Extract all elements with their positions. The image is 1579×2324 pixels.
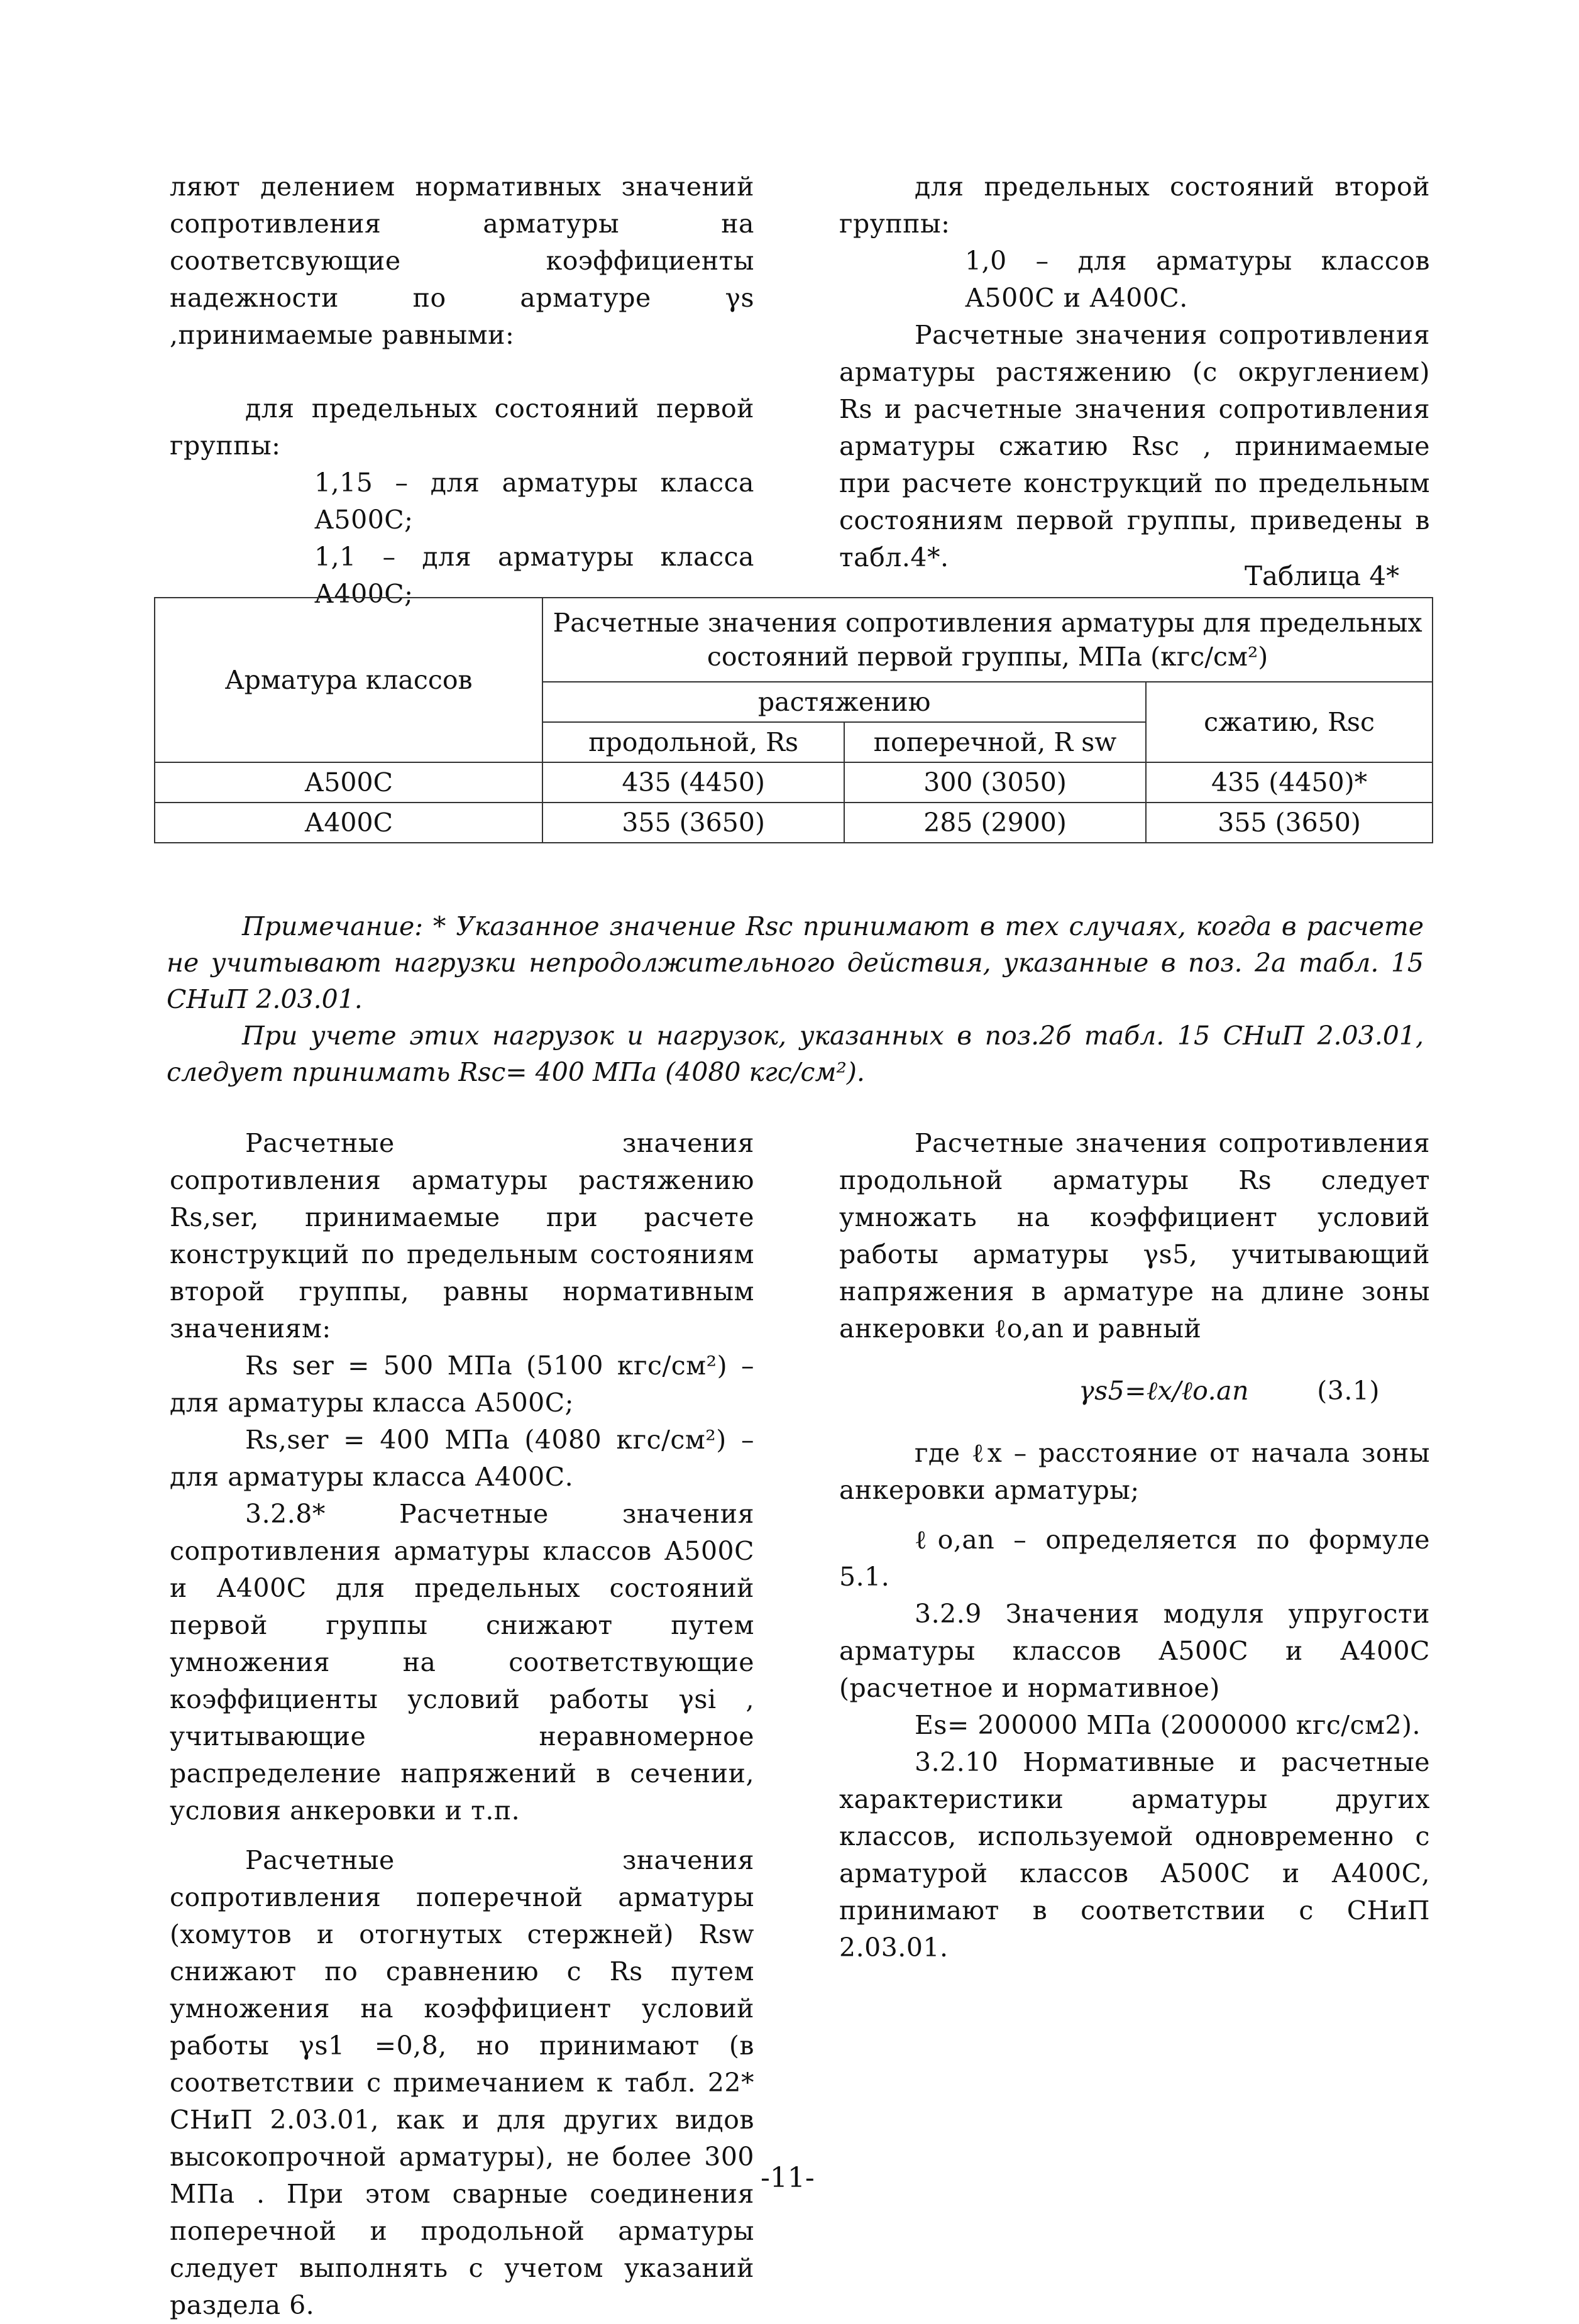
paragraph: 3.2.8* Расчетные значения сопротивления арматуры классов А500С и А400С для предельных состояний первой группы снижают путем умножения на соответствующие коэффициенты условий работы γsi , учитывающие неравномерное распределение напряжений в сечении, условия анкеровки и т.п. bbox=[170, 1499, 754, 1826]
resistance-table bbox=[154, 597, 1433, 843]
bottom-left-column bbox=[170, 1125, 754, 2324]
bottom-right-column bbox=[839, 1125, 1430, 1966]
header-compression: сжатию, Rsc bbox=[1146, 682, 1433, 762]
cell-transverse: 300 (3050) bbox=[844, 762, 1146, 803]
paragraph: Es= 200000 МПа (2000000 кгс/см2). bbox=[915, 1710, 1421, 1740]
cell-compression: 435 (4450)* bbox=[1146, 762, 1433, 803]
top-left-column bbox=[170, 168, 754, 613]
header-longitudinal: продольной, Rs bbox=[542, 722, 844, 762]
header-tension: растяжению bbox=[542, 682, 1146, 722]
cell-compression: 355 (3650) bbox=[1146, 803, 1433, 843]
paragraph: 3.2.9 Значения модуля упругости арматуры классов А500С и А400С (расчетное и нормативное) bbox=[839, 1599, 1430, 1703]
table-row bbox=[155, 762, 1433, 803]
paragraph: Расчетные значения сопротивления продольной арматуры Rs следует умножать на коэффициент условий работы арматуры γs5, учитывающий напряжения в арматуре на длине зоны анкеровки ℓo,an и равный bbox=[839, 1128, 1430, 1344]
paragraph: 3.2.10 Нормативные и расчетные характеристики арматуры других классов, используемой одновременно с арматурой классов А500С и А400С, принимают в соответствии с СНиП 2.03.01. bbox=[839, 1747, 1430, 1963]
cell-longitudinal: 435 (4450) bbox=[542, 762, 844, 803]
paragraph: 1,1 – для арматуры класса А400С; bbox=[314, 542, 754, 609]
paragraph: Расчетные значения сопротивления арматуры растяжению (с округлением) Rs и расчетные значения сопротивления арматуры сжатию Rsc , принимаемые при расчете конструкций по предельным состояниям первой группы, приведены в табл.4*. bbox=[839, 320, 1430, 573]
header-transverse: поперечной, R sw bbox=[844, 722, 1146, 762]
cell-class: А500С bbox=[155, 762, 542, 803]
header-group: Расчетные значения сопротивления арматуры для предельных состояний первой группы, МПа (кгс/см²) bbox=[542, 598, 1433, 682]
page-number: -11- bbox=[761, 2162, 815, 2194]
note-paragraph: Примечание: * Указанное значение Rsc принимают в тех случаях, когда в расчете не учитывают нагрузки непродолжительного действия, указанные в поз. 2а табл. 15 СНиП 2.03.01. bbox=[167, 911, 1424, 1014]
table-row bbox=[155, 803, 1433, 843]
paragraph: Rs,ser = 400 МПа (4080 кгс/см²) – для арматуры класса А400С. bbox=[170, 1425, 754, 1492]
paragraph: ℓo,an – определяется по формуле 5.1. bbox=[839, 1525, 1430, 1592]
table-note bbox=[167, 908, 1424, 1090]
formula bbox=[839, 1373, 1430, 1410]
formula-number: (3.1) bbox=[1317, 1376, 1380, 1406]
paragraph: Расчетные значения сопротивления арматуры растяжению Rs,ser, принимаемые при расчете конструкций по предельным состояниям второй группы, равны нормативным значениям: bbox=[170, 1128, 754, 1344]
paragraph: Rs ser = 500 МПа (5100 кгс/см²) – для арматуры класса А500С; bbox=[170, 1351, 754, 1418]
paragraph: для предельных состояний первой группы: bbox=[170, 393, 754, 461]
paragraph: для предельных состояний второй группы: bbox=[839, 172, 1430, 239]
paragraph: где ℓx – расстояние от начала зоны анкеровки арматуры; bbox=[839, 1438, 1430, 1505]
paragraph: ляют делением нормативных значений сопротивления арматуры на соответсвующие коэффициенты надежности по арматуре γs ,принимаемые равными: bbox=[170, 172, 754, 350]
table-caption: Таблица 4* bbox=[1245, 561, 1400, 591]
paragraph: 1,0 – для арматуры классов А500С и А400С. bbox=[965, 246, 1430, 313]
formula-expression: γs5=ℓx/ℓo.an bbox=[1079, 1376, 1249, 1406]
top-right-column bbox=[839, 168, 1430, 576]
note-paragraph: При учете этих нагрузок и нагрузок, указанных в поз.2б табл. 15 СНиП 2.03.01, следует принимать Rsc= 400 МПа (4080 кгс/см²). bbox=[167, 1021, 1424, 1087]
paragraph: Расчетные значения сопротивления поперечной арматуры (хомутов и отогнутых стержней) Rsw снижают по сравнению с Rs путем умножения на коэффициент условий работы γs1 =0,8, но принимают (в соответствии с примечанием к табл. 22* СНиП 2.03.01, как и для других видов высокопрочной арматуры), не более 300 МПа . При этом сварные соединения поперечной и продольной арматуры следует выполнять с учетом указаний раздела 6. bbox=[170, 1845, 754, 2320]
cell-longitudinal: 355 (3650) bbox=[542, 803, 844, 843]
cell-transverse: 285 (2900) bbox=[844, 803, 1146, 843]
header-armatura: Арматура классов bbox=[155, 598, 542, 762]
cell-class: А400С bbox=[155, 803, 542, 843]
paragraph: 1,15 – для арматуры класса А500С; bbox=[314, 468, 754, 535]
